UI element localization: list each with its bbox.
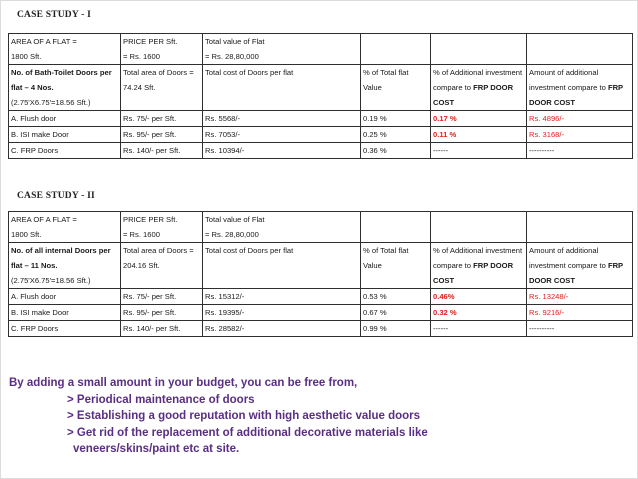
door-type-cell: B. ISI make Door — [9, 305, 121, 321]
empty-cell — [361, 34, 431, 65]
door-count-cell: No. of Bath-Toilet Doors per flat – 4 Nos. (2.75'X6.75'=18.56 Sft.) — [9, 65, 121, 111]
benefits-intro: By adding a small amount in your budget, you can be free from, — [9, 377, 358, 389]
percent-cell: 0.99 % — [361, 321, 431, 337]
benefits-text — [9, 375, 629, 458]
price-per-sft-cell: PRICE PER Sft. = Rs. 1600 — [121, 34, 203, 65]
table-row — [9, 305, 633, 321]
rate-cell: Rs. 140/- per Sft. — [121, 143, 203, 159]
cost-cell: Rs. 10394/- — [203, 143, 361, 159]
additional-percent-cell: 0.11 % — [431, 127, 527, 143]
percent-flat-value-header: % of Total flat Value — [361, 65, 431, 111]
table-row — [9, 65, 633, 111]
door-area-cell: Total area of Doors = 204.16 Sft. — [121, 243, 203, 289]
rate-cell: Rs. 95/- per Sft. — [121, 127, 203, 143]
door-type-cell: C. FRP Doors — [9, 321, 121, 337]
percent-cell: 0.67 % — [361, 305, 431, 321]
benefit-item: > Periodical maintenance of doors — [67, 393, 255, 406]
additional-amount-cell: Rs. 9216/- — [527, 305, 633, 321]
door-cost-header: Total cost of Doors per flat — [203, 65, 361, 111]
benefit-item: > Establishing a good reputation with high aesthetic value doors — [67, 410, 421, 423]
table-row — [9, 321, 633, 337]
percent-additional-header: % of Additional investment compare to FRP DOOR COST — [431, 65, 527, 111]
benefit-item-continued: veneers/skins/paint etc at site. — [73, 443, 240, 456]
door-count-cell: No. of all internal Doors per flat – 11 Nos. (2.75'X6.75'=18.56 Sft.) — [9, 243, 121, 289]
cost-cell: Rs. 7053/- — [203, 127, 361, 143]
additional-amount-cell: Rs. 4896/- — [527, 111, 633, 127]
table-row — [9, 289, 633, 305]
table-row — [9, 111, 633, 127]
additional-percent-cell: 0.17 % — [431, 111, 527, 127]
additional-amount-cell: Rs. 3168/- — [527, 127, 633, 143]
cost-cell: Rs. 15312/- — [203, 289, 361, 305]
door-type-cell: A. Flush door — [9, 111, 121, 127]
additional-percent-cell: ------ — [431, 143, 527, 159]
additional-percent-cell: 0.46% — [431, 289, 527, 305]
rate-cell: Rs. 75/- per Sft. — [121, 289, 203, 305]
door-area-cell: Total area of Doors = 74.24 Sft. — [121, 65, 203, 111]
percent-cell: 0.25 % — [361, 127, 431, 143]
flat-value-cell: Total value of Flat = Rs. 28,80,000 — [203, 34, 361, 65]
rate-cell: Rs. 75/- per Sft. — [121, 111, 203, 127]
door-type-cell: A. Flush door — [9, 289, 121, 305]
amount-additional-header: Amount of additional investment compare to FRP DOOR COST — [527, 243, 633, 289]
cost-cell: Rs. 19395/- — [203, 305, 361, 321]
door-type-cell: C. FRP Doors — [9, 143, 121, 159]
percent-additional-header: % of Additional investment compare to FRP DOOR COST — [431, 243, 527, 289]
case-study-2-title: CASE STUDY - II — [17, 191, 95, 201]
rate-cell: Rs. 140/- per Sft. — [121, 321, 203, 337]
additional-amount-cell: Rs. 13248/- — [527, 289, 633, 305]
door-cost-header: Total cost of Doors per flat — [203, 243, 361, 289]
price-per-sft-cell: PRICE PER Sft. = Rs. 1600 — [121, 212, 203, 243]
additional-amount-cell: ---------- — [527, 321, 633, 337]
table-row — [9, 34, 633, 65]
percent-cell: 0.53 % — [361, 289, 431, 305]
flat-area-cell: AREA OF A FLAT = 1800 Sft. — [9, 212, 121, 243]
flat-area-cell: AREA OF A FLAT = 1800 Sft. — [9, 34, 121, 65]
case-study-1-title: CASE STUDY - I — [17, 10, 91, 20]
additional-percent-cell: 0.32 % — [431, 305, 527, 321]
table-row — [9, 143, 633, 159]
additional-amount-cell: ---------- — [527, 143, 633, 159]
empty-cell — [527, 34, 633, 65]
empty-cell — [431, 34, 527, 65]
case-study-2-table — [8, 211, 633, 337]
empty-cell — [431, 212, 527, 243]
cost-cell: Rs. 5568/- — [203, 111, 361, 127]
flat-value-cell: Total value of Flat = Rs. 28,80,000 — [203, 212, 361, 243]
additional-percent-cell: ------ — [431, 321, 527, 337]
case-study-1-table — [8, 33, 633, 159]
door-type-cell: B. ISI make Door — [9, 127, 121, 143]
amount-additional-header: Amount of additional investment compare to FRP DOOR COST — [527, 65, 633, 111]
table-row — [9, 212, 633, 243]
percent-flat-value-header: % of Total flat Value — [361, 243, 431, 289]
benefit-item: > Get rid of the replacement of additional decorative materials like — [67, 426, 428, 439]
table-row — [9, 127, 633, 143]
cost-cell: Rs. 28582/- — [203, 321, 361, 337]
rate-cell: Rs. 95/- per Sft. — [121, 305, 203, 321]
percent-cell: 0.36 % — [361, 143, 431, 159]
percent-cell: 0.19 % — [361, 111, 431, 127]
empty-cell — [361, 212, 431, 243]
table-row — [9, 243, 633, 289]
empty-cell — [527, 212, 633, 243]
